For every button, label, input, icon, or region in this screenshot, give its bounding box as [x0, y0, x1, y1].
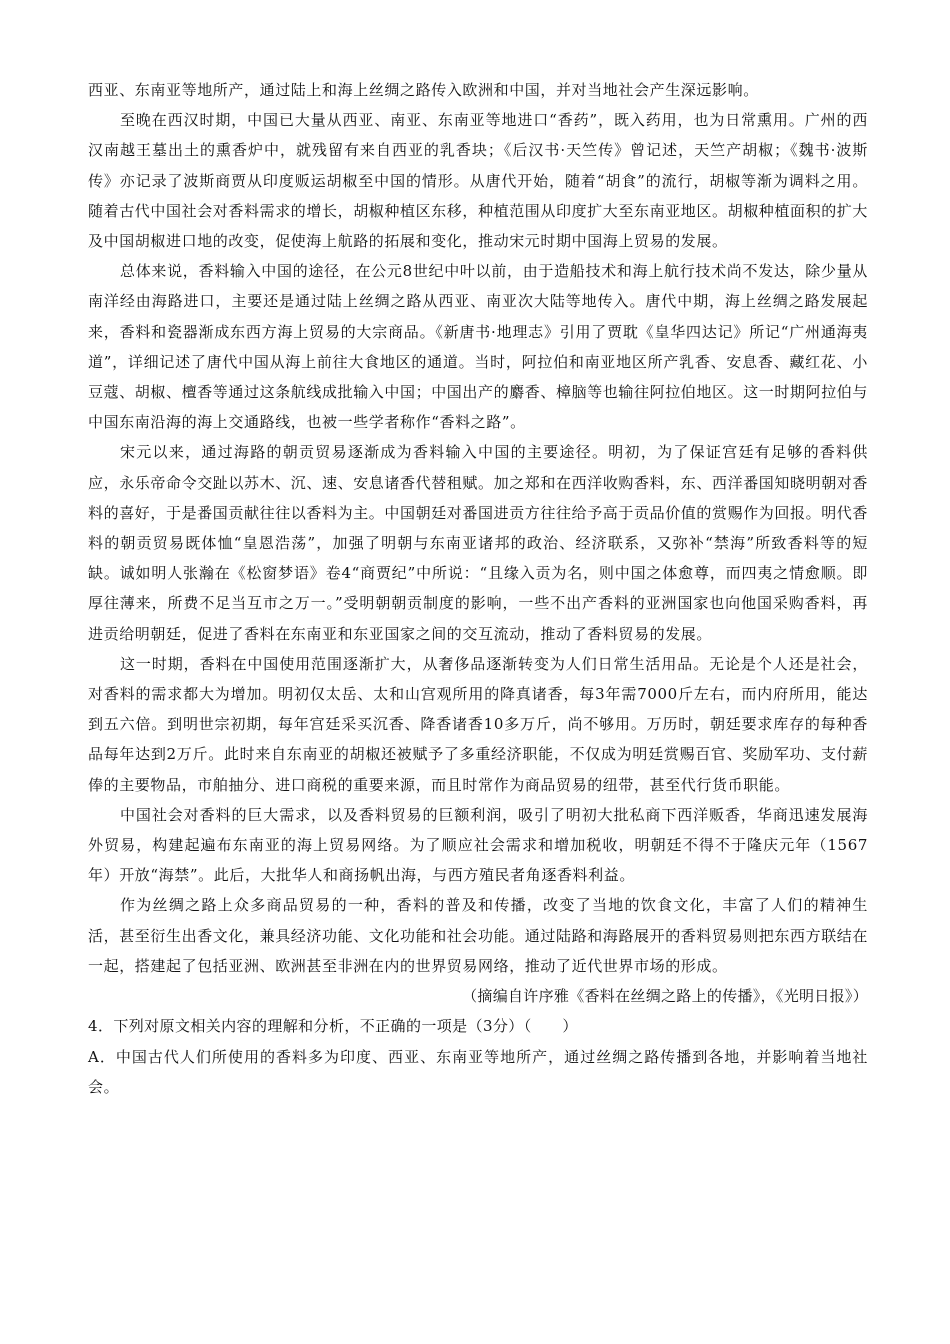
paragraph-private-trade: 中国社会对香料的巨大需求，以及香料贸易的巨额利润，吸引了明初大批私商下西洋贩香，华商迅速发展海外贸易，构建起遍布东南亚的海上贸易网络。为了顺应社会需求和增加税收，明朝廷不得不于隆庆元年（1567年）开放“海禁”。此后，大批华人和商扬帆出海，与西方殖民者角逐香料利益。	[88, 805, 868, 885]
document-page	[88, 75, 868, 1102]
paragraph-conclusion: 作为丝绸之路上众多商品贸易的一种，香料的普及和传播，改变了当地的饮食文化，丰富了人们的精神生活，甚至衍生出香文化，兼具经济功能、文化功能和社会功能。通过陆路和海路展开的香料贸易则把东西方联结在一起，搭建起了包括亚洲、欧洲甚至非洲在内的世界贸易网络，推动了近代世界市场的形成。	[88, 896, 869, 975]
question-stem: 4．下列对原文相关内容的理解和分析，不正确的一项是（3分）（ ）	[88, 1017, 578, 1036]
question-option-a: A．中国古代人们所使用的香料多为印度、西亚、东南亚等地所产，通过丝绸之路传播到各地，并影响着当地社会。	[88, 1047, 868, 1096]
article-source: （摘编自许序雅《香料在丝绸之路上的传播》，《光明日报》）	[462, 987, 868, 1006]
paragraph-continued: 西亚、东南亚等地所产，通过陆上和海上丝绸之路传入欧洲和中国，并对当地社会产生深远影响。	[88, 81, 759, 99]
paragraph-import-routes: 总体来说，香料输入中国的途径，在公元8世纪中叶以前，由于造船技术和海上航行技术尚不发达，除少量从南洋经由海路进口，主要还是通过陆上丝绸之路从西亚、南亚次大陆等地传入。唐代中期，海上丝绸之路发展起来，香料和瓷器渐成东西方海上贸易的大宗商品。《新唐书·地理志》引用了贾耽《皇华四达记》所记“广州通海夷道”，详细记述了唐代中国从海上前往大食地区的通道。当时，阿拉伯和南亚地区所产乳香、安息香、藏红花、小豆蔻、胡椒、檀香等通过这条航线成批输入中国；中国出产的麝香、樟脑等也输往阿拉伯地区。这一时期阿拉伯与中国东南沿海的海上交通路线，也被一些学者称作“香料之路”。	[88, 262, 869, 432]
paragraph-daily-use: 这一时期，香料在中国使用范围逐渐扩大，从奢侈品逐渐转变为人们日常生活用品。无论是个人还是社会，对香料的需求都大为增加。明初仅太岳、太和山宫观所用的降真诸香，每3年需7000斤左右，而内府所用，能达到五六倍。到明世宗初期，每年宫廷采买沉香、降香诸香10多万斤，尚不够用。万历时，朝廷要求库存的每种香品每年达到2万斤。此时来自东南亚的胡椒还被赋予了多重经济职能，不仅成为明廷赏赐百官、奖励军功、支付薪俸的主要物品，市舶抽分、进口商税的重要来源，而且时常作为商品贸易的纽带，甚至代行货币职能。	[88, 654, 868, 794]
paragraph-western-han: 至晚在西汉时期，中国已大量从西亚、南亚、东南亚等地进口“香药”，既入药用，也为日常熏用。广州的西汉南越王墓出土的熏香炉中，就残留有来自西亚的乳香块；《后汉书·天竺传》曾记述，天竺产胡椒；《魏书·波斯传》亦记录了波斯商贾从印度贩运胡椒至中国的情形。从唐代开始，随着“胡食”的流行，胡椒等渐为调料之用。随着古代中国社会对香料需求的增长，胡椒种植区东移，种植范围从印度扩大至东南亚地区。胡椒种植面积的扩大及中国胡椒进口地的改变，促使海上航路的拓展和变化，推动宋元时期中国海上贸易的发展。	[88, 111, 869, 251]
paragraph-tribute-trade: 宋元以来，通过海路的朝贡贸易逐渐成为香料输入中国的主要途径。明初，为了保证宫廷有足够的香料供应，永乐帝命令交趾以苏木、沉、速、安息诸香代替租赋。加之郑和在西洋收购香料，东、西洋番国知晓明朝对香料的喜好，于是番国贡献往往以香料为主。中国朝廷对番国进贡方往往给予高于贡品价值的赏赐作为回报。明代香料的朝贡贸易既体恤“皇恩浩荡”，加强了明朝与东南亚诸邦的政治、经济联系，又弥补“禁海”所致香料等的短缺。诚如明人张瀚在《松窗梦语》卷4“商贾纪”中所说：“且缘入贡为名，则中国之体愈尊，而四夷之情愈顺。即厚往薄来，所费不足当互市之万一。”受明朝朝贡制度的影响，一些不出产香料的亚洲国家也向他国采购香料，再进贡给明朝廷，促进了香料在东南亚和东亚国家之间的交互流动，推动了香料贸易的发展。	[88, 443, 869, 643]
